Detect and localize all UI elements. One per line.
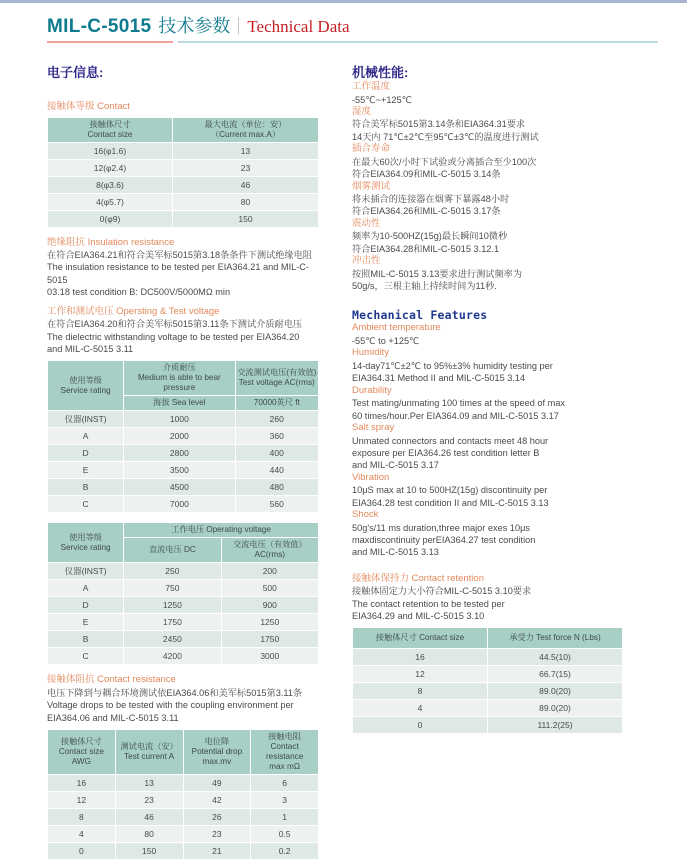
page-title: [47, 12, 687, 38]
retention-text-line: 接触体固定力大小符合MIL-C-5015 3.10要求: [352, 586, 532, 597]
mech-item-en: Durability Test mating/unmating 100 times at the speed of max 60 times/hour.Per EIA364.09 and MIL-C-5015 3.17: [352, 385, 624, 422]
title-english: Technical Data: [247, 17, 350, 36]
heading-contact-retention: 接触体保持力 Contact retention: [352, 572, 484, 584]
test-voltage-table: [47, 360, 319, 513]
heading-salt-spray: Salt spray: [352, 422, 395, 433]
table-row: B 2450 1750: [48, 631, 319, 648]
table-row: 4 89.0(20): [353, 700, 623, 717]
table-row: 0 111.2(25): [353, 717, 623, 734]
col-header-service-rating: 使用等级 Service rating: [48, 523, 124, 563]
heading-ambient-temperature: Ambient temperature: [352, 322, 441, 334]
col-header-ac-test-voltage: 交流测试电压(有效值) Test voltage AC(rms): [235, 361, 318, 396]
contact-resistance-text-line: Voltage drops to be tested with the coupling environment per: [47, 700, 294, 711]
contact-retention-table: [352, 627, 623, 734]
col-header-contact-resistance-max: 接触电阻 Contact resistance max mΩ: [251, 730, 319, 775]
heading-vibration-cn: 震动性: [352, 217, 381, 229]
heading-smoke-test: 烟雾测试: [352, 180, 391, 192]
table-row: 12(φ2.4) 23: [48, 159, 319, 176]
heading-contact-resistance: 接触体阻抗 Contact resistance: [47, 674, 176, 686]
mech-item-cn: 湿度 符合美军标5015第3.14条和EIA364.31要求 14天内 71℃±2℃至95℃±3℃的温度进行测试: [352, 106, 624, 143]
retention-text-line: The contact retention to be tested per: [352, 598, 505, 609]
heading-shock-en: Shock: [352, 509, 379, 521]
col-header-contact-size-awg: 接触体尺寸 Contact size AWG: [48, 730, 116, 775]
table-row: A 2000 360: [48, 428, 319, 445]
table-row: 仪器(INST) 1000 260: [48, 411, 319, 428]
table-header-row: [48, 361, 319, 396]
col-header-test-force: 承受力 Test force N (Lbs): [488, 628, 623, 649]
mech-item-cn: 烟雾测试 将未插合的连接器在烟雾下暴露48小时 符合EIA364.26和MIL-C-5015 3.17条: [352, 181, 624, 218]
table-row: 4 80 23 0.5: [48, 826, 319, 843]
section-title-electronic: 电子信息:: [47, 65, 104, 80]
mech-item-en: Salt spray Unmated connectors and contacts meet 48 hour exposure per EIA364.26 test condition letter B and MIL-C-5015 3.17: [352, 422, 624, 472]
subheader-sea-level: 海拔 Sea level: [124, 396, 235, 411]
col-header-potential-drop: 电位降 Potential drop max.mv: [183, 730, 251, 775]
mech-item-cn: 插合寿命 在最大60次/小时下试验或分离插合至少100次 符合EIA364.09和MIL-C-5015 3.14条: [352, 143, 624, 180]
col-header-test-current: 测试电流（安） Test current A: [115, 730, 183, 775]
table-row: 0 150 21 0.2: [48, 843, 319, 860]
table-row: 12 23 42 3: [48, 792, 319, 809]
table-row: C 7000 560: [48, 496, 319, 513]
electronic-info-column: [47, 43, 320, 860]
table-row: B 4500 480: [48, 479, 319, 496]
table-row: 16(φ1.6) 13: [48, 142, 319, 159]
table-row: D 1250 900: [48, 597, 319, 614]
col-header-medium-pressure: 介质耐压 Medium is able to bear pressure: [124, 361, 235, 396]
table-row: E 3500 440: [48, 462, 319, 479]
table-header-row: [48, 730, 319, 775]
mech-item-en: Ambient temperature -55℃ to +125℃: [352, 322, 624, 347]
title-chinese: 技术参数: [158, 16, 231, 36]
mech-item-en: Shock 50g's/11 ms duration,three major exes 10μs maxdiscontinuity perEIA364.27 test condition and MIL-C-5015 3.13: [352, 509, 624, 559]
voltage-text-line: The dielectric withstanding voltage to be tested per EIA364.20: [47, 331, 300, 342]
table-row: 4(φ5.7) 80: [48, 193, 319, 210]
table-header-row: [48, 117, 319, 142]
voltage-text-line: and MIL-C-5015 3.11: [47, 343, 134, 354]
table-row: 8(φ3.6) 46: [48, 176, 319, 193]
heading-vibration-en: Vibration: [352, 471, 390, 483]
heading-durability: Durability: [352, 384, 392, 396]
page-header: [0, 3, 687, 38]
heading-contact-grade: 接触体等级 Contact: [47, 101, 130, 112]
title-model-number: MIL-C-5015: [47, 16, 152, 37]
voltage-text-line: 在符合EIA364.20和符合美军标5015第3.11条下测试介质耐电压: [47, 319, 303, 330]
mech-item-cn: 冲击性 按照MIL-C-5015 3.13要求进行测试频率为 50g/s，三根主轴上持续时间为11秒.: [352, 255, 624, 292]
contact-resistance-table: [47, 729, 319, 860]
col-header-operating-voltage: 工作电压 Operating voltage: [124, 523, 319, 538]
table-row: E 1750 1250: [48, 614, 319, 631]
insulation-text-line: The insulation resistance to be tested per EIA364.21 and MIL-C-5015: [47, 262, 309, 285]
table-row: 8 89.0(20): [353, 683, 623, 700]
insulation-text-line: 在符合EIA364.21和符合美军标5015第3.18条条件下测试绝缘电阻: [47, 250, 312, 260]
contact-resistance-text-line: 电压下降到与耦合环境测试依EIA364.06和美军标5015第3.11条: [47, 687, 303, 698]
table-row: 16 44.5(10): [353, 649, 623, 666]
table-header-row: [48, 523, 319, 538]
subheader-ac-voltage: 交流电压（有效值）AC(rms): [221, 538, 318, 563]
col-header-max-current: 最大电流（单位：安） （Current max.A）: [172, 117, 318, 142]
contact-resistance-text-line: EIA364.06 and MIL-C-5015 3.11: [47, 712, 179, 723]
col-header-service-rating: 使用等级 Service rating: [48, 361, 124, 411]
heading-operating-test-voltage: 工作和测试电压 Opersting & Test voltage: [47, 305, 220, 317]
table-row: 仪器(INST) 250 200: [48, 563, 319, 580]
section-title-mechanical: 机械性能:: [352, 65, 409, 80]
table-row: D 2800 400: [48, 445, 319, 462]
col-header-contact-size: 接触体尺寸 Contact size: [48, 117, 173, 142]
col-header-contact-size: 接触体尺寸 Contact size: [353, 628, 488, 649]
mech-item-en: Humidity 14-day71℃±2℃ to 95%±3% humidity testing per EIA364.31 Method II and MIL-C-5015 3.14: [352, 347, 624, 384]
mechanical-features-title: Mechanical Features: [352, 308, 488, 323]
retention-text-line: EIA364.29 and MIL-C-5015 3.10: [352, 611, 485, 622]
heading-shock-cn: 冲击性: [352, 255, 381, 267]
page-content: [0, 43, 687, 860]
mech-item-en: Vibration 10μS max at 10 to 500HZ(15g) discontinuity per EIA364.28 test condition II and MIL-C-5015 3.13: [352, 472, 624, 509]
table-row: 8 46 26 1: [48, 809, 319, 826]
mech-item-cn: 工作温度 -55℃~+125℃: [352, 81, 624, 106]
heading-working-temperature: 工作温度: [352, 81, 391, 92]
table-header-row: [353, 628, 623, 649]
table-row: 12 66.7(15): [353, 666, 623, 683]
heading-mating-life: 插合寿命: [352, 143, 391, 155]
mechanical-properties-column: [352, 43, 624, 860]
title-divider: [238, 17, 239, 34]
operating-voltage-table: [47, 522, 319, 665]
subheader-70000ft: 70000英尺 ft: [235, 396, 318, 411]
table-row: 0(φ9) 150: [48, 210, 319, 227]
subheader-dc-voltage: 直流电压 DC: [124, 538, 221, 563]
heading-insulation-resistance: 绝缘阻抗 Insulation resistance: [47, 236, 175, 248]
heading-humidity-cn: 湿度: [352, 105, 372, 117]
insulation-text-line: 03.18 test condition B: DC500V/5000MΩ min: [47, 287, 231, 298]
mech-item-cn: 震动性 频率为10-500HZ(15g)最长瞬间10微秒 符合EIA364.28和MIL-C-5015 3.12.1: [352, 218, 624, 255]
table-row: A 750 500: [48, 580, 319, 597]
contact-current-table: [47, 117, 319, 228]
table-row: C 4200 3000: [48, 648, 319, 665]
heading-humidity-en: Humidity: [352, 347, 389, 359]
table-row: 16 13 49 6: [48, 775, 319, 792]
